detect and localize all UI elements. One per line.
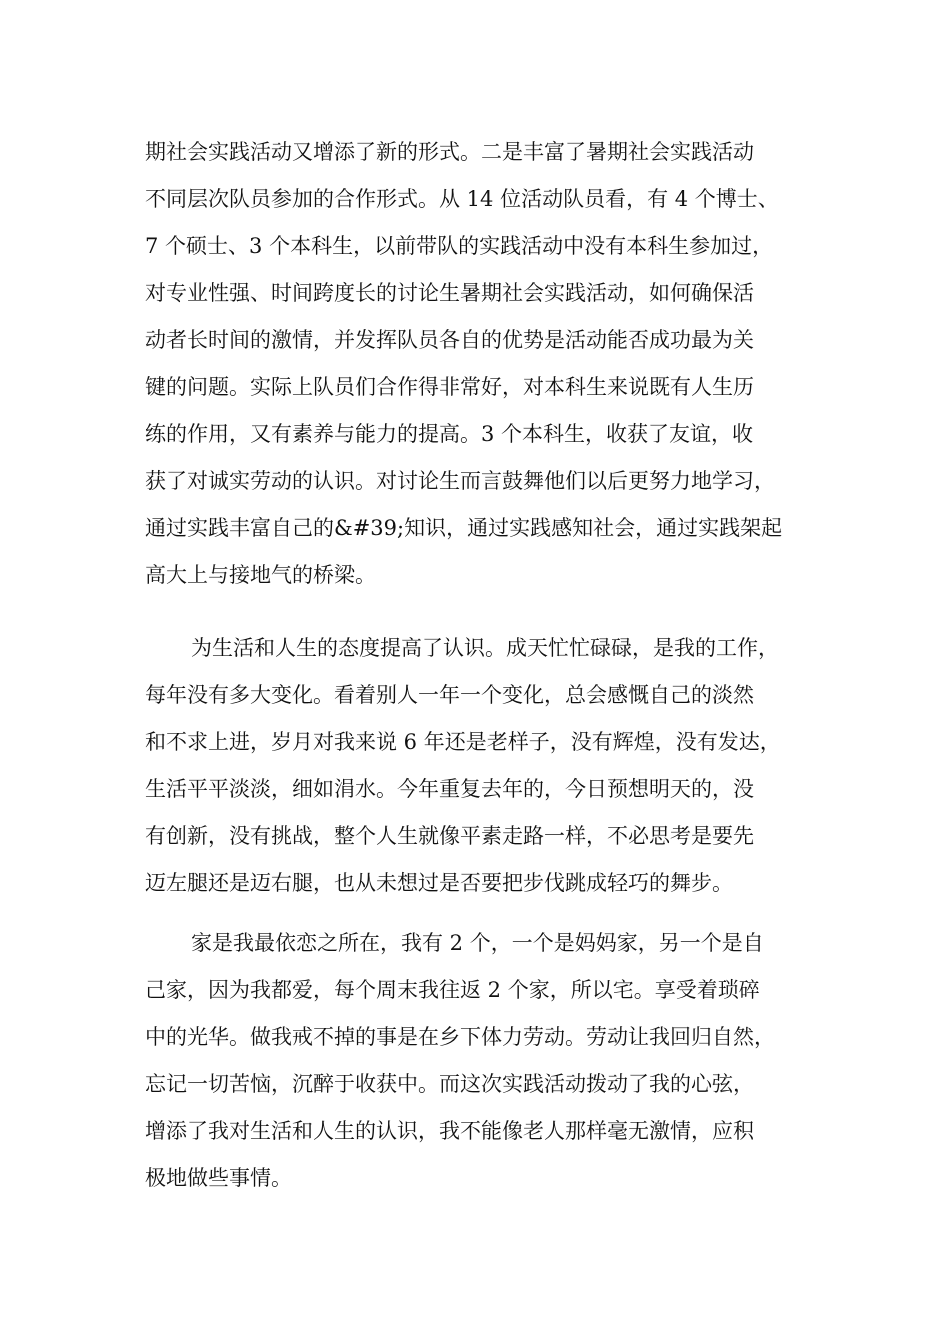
paragraph-continuation: [145, 129, 835, 599]
text-line: 键的问题。实际上队员们合作得非常好，对本科生来说既有人生历: [145, 375, 754, 399]
paragraph-attitude: [145, 625, 835, 907]
text-line: 有创新，没有挑战，整个人生就像平素走路一样，不必思考是要先: [145, 824, 754, 848]
text-line: 极地做些事情。: [145, 1166, 292, 1190]
text-line: 练的作用，又有素养与能力的提高。3 个本科生，收获了友谊，收: [145, 422, 754, 446]
text-line: 己家，因为我都爱，每个周末我往返 2 个家，所以宅。享受着琐碎: [145, 978, 760, 1002]
text-line: 期社会实践活动又增添了新的形式。二是丰富了暑期社会实践活动: [145, 140, 754, 164]
text-line: 生活平平淡淡，细如涓水。今年重复去年的，今日预想明天的，没: [145, 777, 754, 801]
text-line: 高大上与接地气的桥梁。: [145, 563, 376, 587]
text-line: 和不求上进，岁月对我来说 6 年还是老样子，没有辉煌，没有发达，: [145, 730, 781, 754]
text-line: 不同层次队员参加的合作形式。从 14 位活动队员看，有 4 个博士、: [145, 187, 779, 211]
text-line: 增添了我对生活和人生的认识，我不能像老人那样毫无激情，应积: [145, 1119, 754, 1143]
text-line: 对专业性强、时间跨度长的讨论生暑期社会实践活动，如何确保活: [145, 281, 754, 305]
text-line: 迈左腿还是迈右腿，也从未想过是否要把步伐跳成轻巧的舞步。: [145, 871, 733, 895]
text-line: 7 个硕士、3 个本科生，以前带队的实践活动中没有本科生参加过，: [145, 234, 774, 258]
text-line: 每年没有多大变化。看着别人一年一个变化，总会感慨自己的淡然: [145, 683, 754, 707]
text-line: 为生活和人生的态度提高了认识。成天忙忙碌碌，是我的工作，: [191, 636, 779, 660]
paragraph-home: [145, 920, 835, 1202]
text-line: 通过实践丰富自己的&#39;知识，通过实践感知社会，通过实践架起: [145, 516, 783, 540]
text-line: 忘记一切苦恼，沉醉于收获中。而这次实践活动拨动了我的心弦，: [145, 1072, 754, 1096]
text-line: 获了对诚实劳动的认识。对讨论生而言鼓舞他们以后更努力地学习，: [145, 469, 775, 493]
text-line: 中的光华。做我戒不掉的事是在乡下体力劳动。劳动让我回归自然，: [145, 1025, 775, 1049]
text-line: 动者长时间的激情，并发挥队员各自的优势是活动能否成功最为关: [145, 328, 754, 352]
text-line: 家是我最依恋之所在，我有 2 个，一个是妈妈家，另一个是自: [191, 931, 764, 955]
